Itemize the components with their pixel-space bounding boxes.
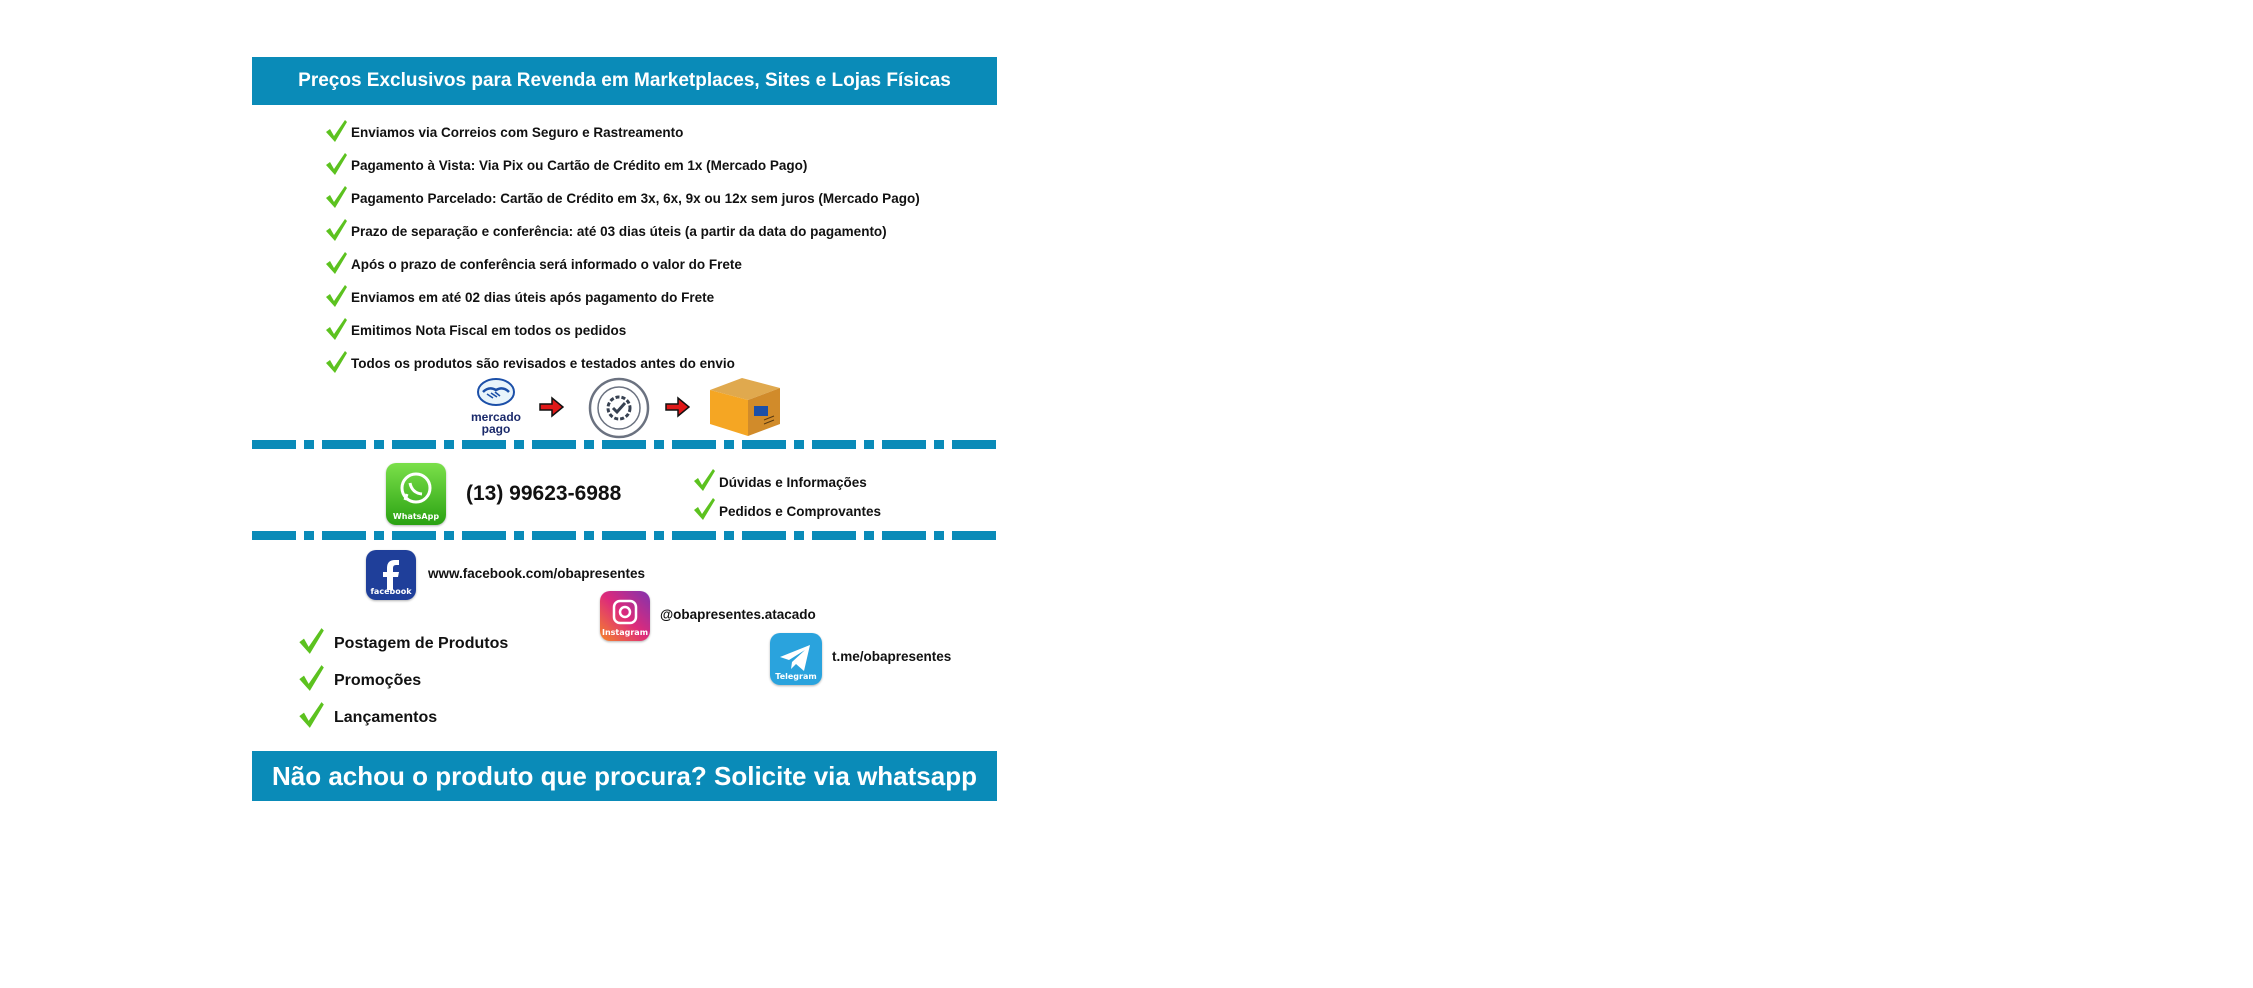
benefit-text: Pagamento Parcelado: Cartão de Crédito em 3x, 6x, 9x ou 12x sem juros (Mercado Pago) [351,191,920,206]
facebook-icon[interactable] [366,550,416,600]
handshake-icon [477,378,515,406]
check-icon [325,350,347,374]
check-icon [325,317,347,341]
benefit-text: Enviamos via Correios com Seguro e Rastreamento [351,125,684,140]
facebook-label: facebook [370,587,412,596]
telegram-icon[interactable] [770,633,822,685]
check-icon [325,284,347,308]
check-icon [693,468,715,492]
dashed-divider [252,440,997,449]
social-post-item: Lançamentos [334,709,438,726]
mercado-pago-text-2: pago [481,422,511,436]
footer-cta: Não achou o produto que procura? Solicite via whatsapp [272,760,977,791]
check-icon [298,701,324,729]
benefit-text: Emitimos Nota Fiscal em todos os pedidos [351,323,627,338]
tested-seal-icon [588,377,650,439]
mercado-pago-logo [465,378,527,436]
whatsapp-label: WhatsApp [392,512,440,521]
contact-topic: Pedidos e Comprovantes [719,504,882,519]
check-icon [325,185,347,209]
page-title: Preços Exclusivos para Revenda em Marketplaces, Sites e Lojas Físicas [298,70,951,91]
arrow-icon [538,396,564,418]
instagram-label: Instagram [601,628,649,637]
mercado-pago-text-1: mercado [470,410,522,424]
facebook-link[interactable]: www.facebook.com/obapresentes [428,566,646,581]
social-post-item: Promoções [334,672,422,689]
check-icon [325,119,347,143]
benefit-text: Todos os produtos são revisados e testados antes do envio [351,356,735,371]
check-icon [298,664,324,692]
check-icon [298,627,324,655]
phone-number[interactable]: (13) 99623-6988 [466,482,622,505]
telegram-link[interactable]: t.me/obapresentes [832,649,952,664]
social-post-item: Postagem de Produtos [334,635,509,652]
check-icon [693,497,715,521]
check-icon [325,152,347,176]
footer-cta-banner[interactable] [252,751,997,801]
dashed-divider [252,531,997,540]
check-icon [325,251,347,275]
benefit-text: Prazo de separação e conferência: até 03 dias úteis (a partir da data do pagamento) [351,224,887,239]
check-icon [325,218,347,242]
page-title-banner [252,57,997,105]
instagram-handle[interactable]: @obapresentes.atacado [660,607,816,622]
contact-topic: Dúvidas e Informações [719,475,867,490]
benefit-text: Após o prazo de conferência será informado o valor do Frete [351,257,742,272]
box-icon [706,374,784,438]
arrow-icon [664,396,690,418]
benefit-text: Pagamento à Vista: Via Pix ou Cartão de Crédito em 1x (Mercado Pago) [351,158,808,173]
whatsapp-icon[interactable] [386,463,446,525]
instagram-icon[interactable] [600,591,650,641]
telegram-label: Telegram [775,672,817,681]
benefit-text: Enviamos em até 02 dias úteis após pagamento do Frete [351,290,715,305]
